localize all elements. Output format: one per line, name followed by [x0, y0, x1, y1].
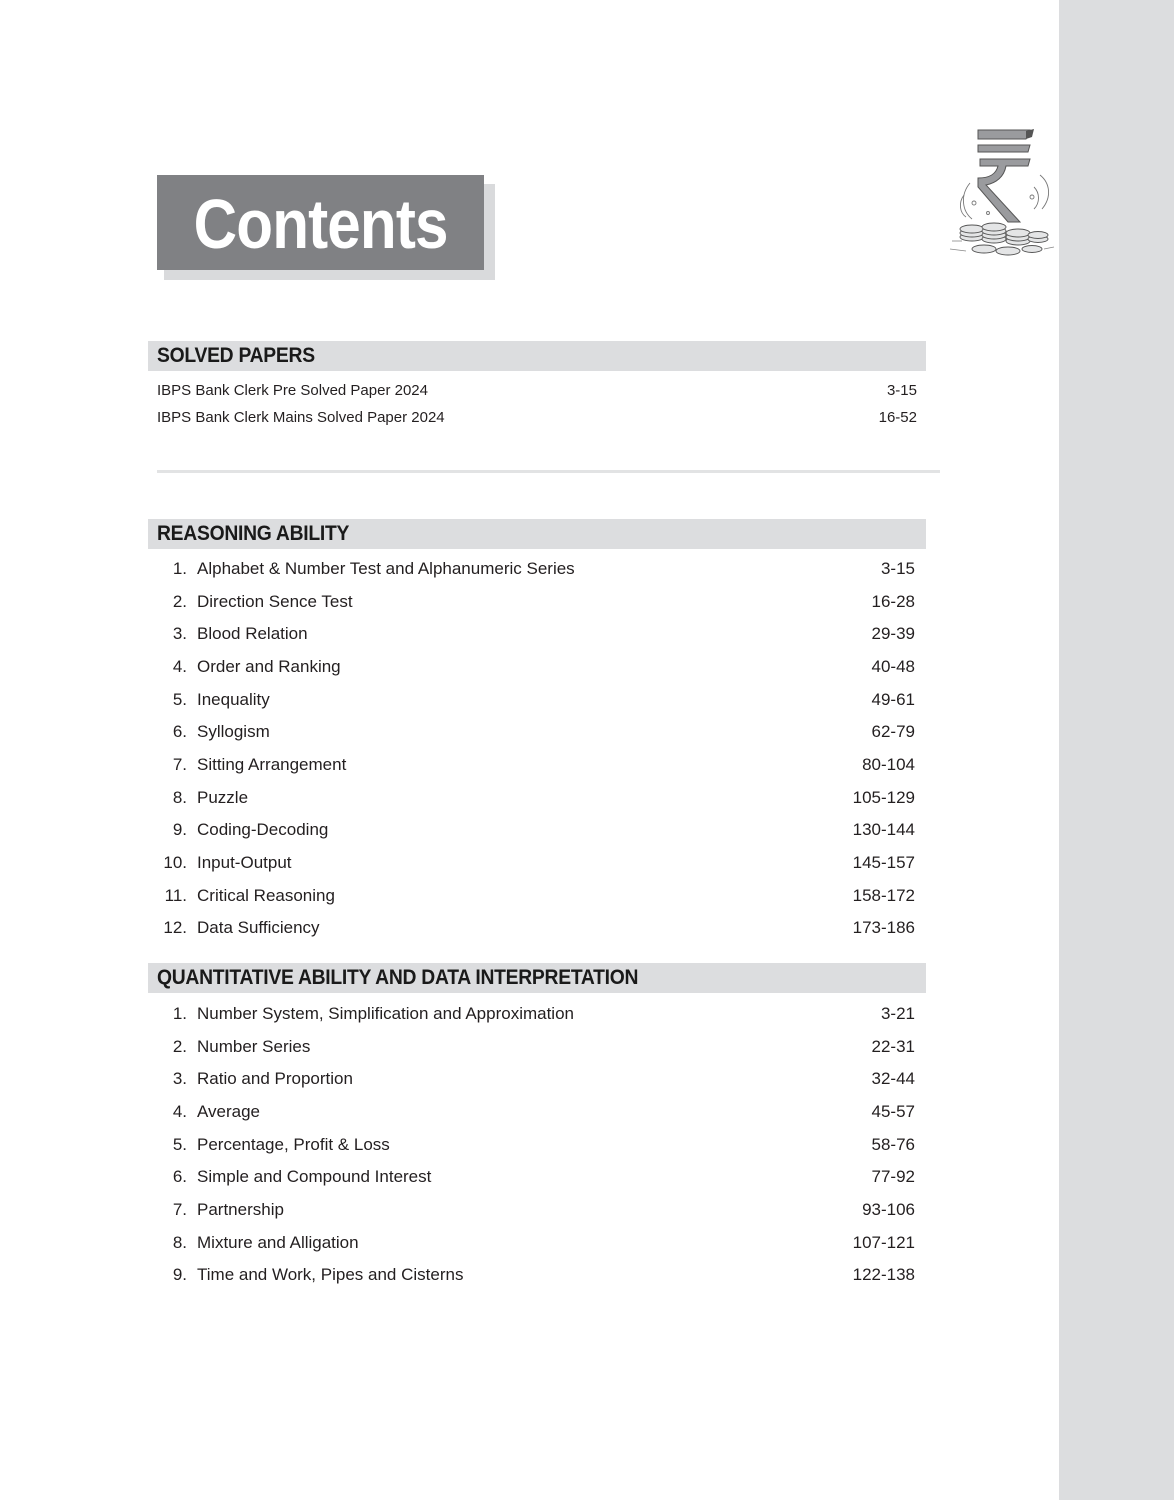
toc-entry[interactable] — [150, 654, 915, 680]
toc-entry-pages: 80-104 — [862, 755, 915, 774]
toc-entry-number: 2. — [172, 1037, 187, 1056]
toc-entry[interactable] — [150, 1197, 915, 1223]
toc-entry-pages: 145-157 — [852, 853, 915, 872]
page-title: Contents — [193, 184, 448, 263]
toc-entry-number: 12. — [163, 918, 187, 937]
toc-entry-number: 6. — [172, 1167, 187, 1186]
toc-entry-number: 5. — [172, 690, 187, 709]
toc-entry-pages: 22-31 — [871, 1037, 915, 1056]
toc-entry-title: Partnership — [197, 1200, 284, 1219]
toc-entry-pages: 16-52 — [878, 408, 917, 426]
toc-entry-pages: 105-129 — [852, 788, 915, 807]
toc-entry-title: Order and Ranking — [197, 657, 341, 676]
toc-entry-number: 9. — [172, 1265, 187, 1284]
toc-entry-number: 4. — [172, 1102, 187, 1121]
toc-entry-pages: 107-121 — [852, 1233, 915, 1252]
toc-entry[interactable] — [150, 589, 915, 615]
toc-entry-title: Time and Work, Pipes and Cisterns — [197, 1265, 464, 1284]
toc-entry[interactable] — [150, 817, 915, 843]
toc-entry[interactable] — [150, 1132, 915, 1158]
toc-entry-pages: 62-79 — [871, 722, 915, 741]
toc-entry[interactable] — [150, 1164, 915, 1190]
toc-entry-title: Blood Relation — [197, 624, 308, 643]
toc-entry-title: Coding-Decoding — [197, 820, 329, 839]
toc-entry-title: Data Sufficiency — [197, 918, 320, 937]
toc-entry-title: Sitting Arrangement — [197, 755, 347, 774]
toc-entry-pages: 16-28 — [871, 592, 915, 611]
toc-entry-number: 9. — [172, 820, 187, 839]
toc-entry-title: Puzzle — [197, 788, 249, 807]
toc-entry-title: IBPS Bank Clerk Pre Solved Paper 2024 — [157, 381, 428, 399]
toc-entry-pages: 158-172 — [852, 886, 915, 905]
section-header-solved-papers — [148, 341, 926, 371]
toc-entry-title: IBPS Bank Clerk Mains Solved Paper 2024 — [157, 408, 445, 426]
toc-entry-pages: 32-44 — [871, 1069, 915, 1088]
toc-entry-pages: 40-48 — [871, 657, 915, 676]
toc-entry-pages: 3-21 — [880, 1004, 915, 1023]
toc-entry-pre-paper[interactable] — [157, 379, 917, 401]
toc-entry-pages: 49-61 — [871, 690, 915, 709]
toc-entry-pages: 3-15 — [880, 559, 915, 578]
toc-entry-title: Number Series — [197, 1037, 311, 1056]
toc-entry-title: Mixture and Alligation — [197, 1233, 359, 1252]
toc-entry-title: Simple and Compound Interest — [197, 1167, 432, 1186]
toc-entry-number: 4. — [172, 657, 187, 676]
toc-entry-number: 5. — [172, 1135, 187, 1154]
toc-entry-pages: 122-138 — [852, 1265, 915, 1284]
toc-entry-mains-paper[interactable] — [157, 406, 917, 428]
toc-entry-number: 10. — [163, 853, 187, 872]
toc-entry[interactable] — [150, 1230, 915, 1256]
toc-entry-title: Input-Output — [197, 853, 292, 872]
toc-entry-title: Ratio and Proportion — [197, 1069, 353, 1088]
toc-entry-title: Direction Sence Test — [197, 592, 353, 611]
toc-entry[interactable] — [150, 1262, 915, 1288]
toc-entry-number: 3. — [172, 1069, 187, 1088]
toc-entry[interactable] — [150, 883, 915, 909]
toc-entry[interactable] — [150, 1001, 915, 1027]
toc-entry[interactable] — [150, 1099, 915, 1125]
toc-entry-title: Critical Reasoning — [197, 886, 335, 905]
toc-entry-pages: 3-15 — [886, 381, 917, 399]
toc-entry-pages: 58-76 — [871, 1135, 915, 1154]
toc-entry-number: 2. — [172, 592, 187, 611]
toc-entry[interactable] — [150, 719, 915, 745]
toc-entry[interactable] — [150, 1034, 915, 1060]
toc-entry-pages: 93-106 — [862, 1200, 915, 1219]
toc-entry-number: 1. — [172, 559, 187, 578]
toc-entry[interactable] — [150, 687, 915, 713]
section-divider — [157, 470, 940, 473]
toc-entry-pages: 130-144 — [852, 820, 915, 839]
toc-entry[interactable] — [150, 915, 915, 941]
toc-entry-number: 7. — [172, 1200, 187, 1219]
toc-entry-number: 6. — [172, 722, 187, 741]
toc-entry-title: Percentage, Profit & Loss — [197, 1135, 390, 1154]
toc-entry[interactable] — [150, 556, 915, 582]
toc-entry-pages: 29-39 — [871, 624, 915, 643]
toc-entry-title: Syllogism — [197, 722, 270, 741]
toc-entry[interactable] — [150, 850, 915, 876]
toc-entry-pages: 173-186 — [852, 918, 915, 937]
toc-entry-title: Alphabet & Number Test and Alphanumeric Series — [197, 559, 575, 578]
toc-entry-title: Inequality — [197, 690, 270, 709]
toc-entry-pages: 77-92 — [871, 1167, 915, 1186]
toc-entry[interactable] — [150, 1066, 915, 1092]
toc-entry-title: Number System, Simplification and Approximation — [197, 1004, 574, 1023]
toc-entry-number: 8. — [172, 1233, 187, 1252]
title-banner — [157, 175, 484, 270]
toc-entry-pages: 45-57 — [871, 1102, 915, 1121]
rupee-coins-icon — [948, 125, 1056, 260]
toc-entry[interactable] — [150, 621, 915, 647]
section-heading: QUANTITATIVE ABILITY AND DATA INTERPRETATION — [157, 966, 639, 989]
toc-entry-number: 11. — [164, 886, 187, 905]
toc-entry[interactable] — [150, 785, 915, 811]
section-header-reasoning — [148, 519, 926, 549]
section-heading: REASONING ABILITY — [157, 522, 350, 545]
toc-entry-number: 1. — [172, 1004, 187, 1023]
toc-entry[interactable] — [150, 752, 915, 778]
section-header-quant — [148, 963, 926, 993]
toc-entry-number: 7. — [172, 755, 187, 774]
toc-entry-number: 3. — [172, 624, 187, 643]
page-margin-band — [1059, 0, 1174, 1500]
section-heading: SOLVED PAPERS — [157, 344, 315, 367]
toc-entry-title: Average — [197, 1102, 261, 1121]
toc-entry-number: 8. — [172, 788, 187, 807]
